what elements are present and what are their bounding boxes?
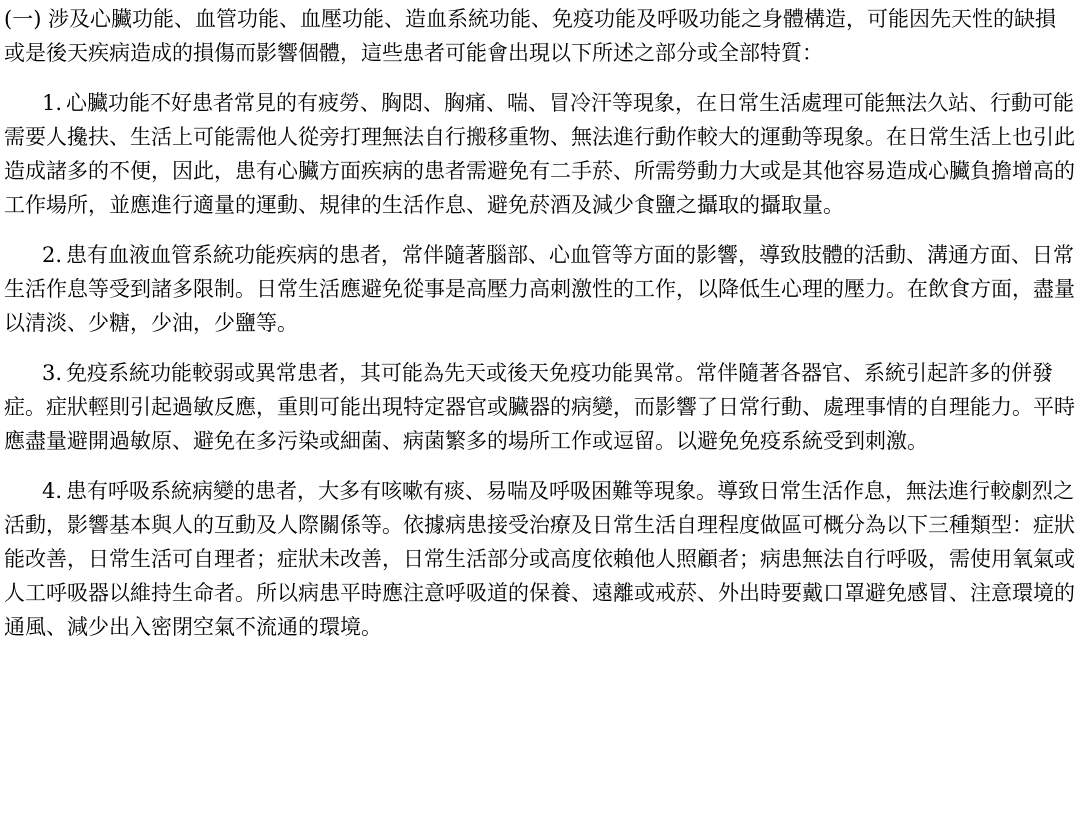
- item-number: 2.: [42, 243, 63, 267]
- list-item: [4, 86, 1075, 222]
- item-number: 1.: [42, 91, 63, 115]
- item-number: 3.: [42, 361, 63, 385]
- item-text: 免疫系統功能較弱或異常患者，其可能為先天或後天免疫功能異常。常伴隨著各器官、系統引起許多的併發症。症狀輕則引起過敏反應，重則可能出現特定器官或臟器的病變，而影響了日常行動、處理事情的自理能力。平時應盡量避開過敏原、避免在多污染或細菌、病菌繁多的場所工作或逗留。以避免免疫系統受到刺激。: [4, 361, 1075, 453]
- item-number: 4.: [42, 479, 63, 503]
- item-text: 心臟功能不好患者常見的有疲勞、胸悶、胸痛、喘、冒冷汗等現象，在日常生活處理可能無法久站、行動可能需要人攙扶、生活上可能需他人從旁打理無法自行搬移重物、無法進行動作較大的運動等現象。在日常生活上也引此造成諸多的不便，因此，患有心臟方面疾病的患者需避免有二手菸、所需勞動力大或是其他容易造成心臟負擔增高的工作場所，並應進行適量的運動、規律的生活作息、避免菸酒及減少食鹽之攝取的攝取量。: [4, 91, 1075, 217]
- list-item: [4, 474, 1075, 644]
- list-item: [4, 356, 1075, 458]
- list-item: [4, 238, 1075, 340]
- item-text: 患有呼吸系統病變的患者，大多有咳嗽有痰、易喘及呼吸困難等現象。導致日常生活作息，無法進行較劇烈之活動，影響基本與人的互動及人際關係等。依據病患接受治療及日常生活自理程度做區可概分為以下三種類型：症狀能改善，日常生活可自理者；症狀未改善，日常生活部分或高度依賴他人照顧者；病患無法自行呼吸，需使用氧氣或人工呼吸器以維持生命者。所以病患平時應注意呼吸道的保養、遠離或戒菸、外出時要戴口罩避免感冒、注意環境的通風、減少出入密閉空氣不流通的環境。: [4, 479, 1075, 639]
- section-heading: (一) 涉及心臟功能、血管功能、血壓功能、造血系統功能、免疫功能及呼吸功能之身體構造，可能因先天性的缺損或是後天疾病造成的損傷而影響個體，這些患者可能會出現以下所述之部分或全部特質：: [4, 7, 1057, 65]
- item-text: 患有血液血管系統功能疾病的患者，常伴隨著腦部、心血管等方面的影響，導致肢體的活動、溝通方面、日常生活作息等受到諸多限制。日常生活應避免從事是高壓力高刺激性的工作，以降低生心理的壓力。在飲食方面，盡量以清淡、少糖，少油，少鹽等。: [4, 243, 1075, 335]
